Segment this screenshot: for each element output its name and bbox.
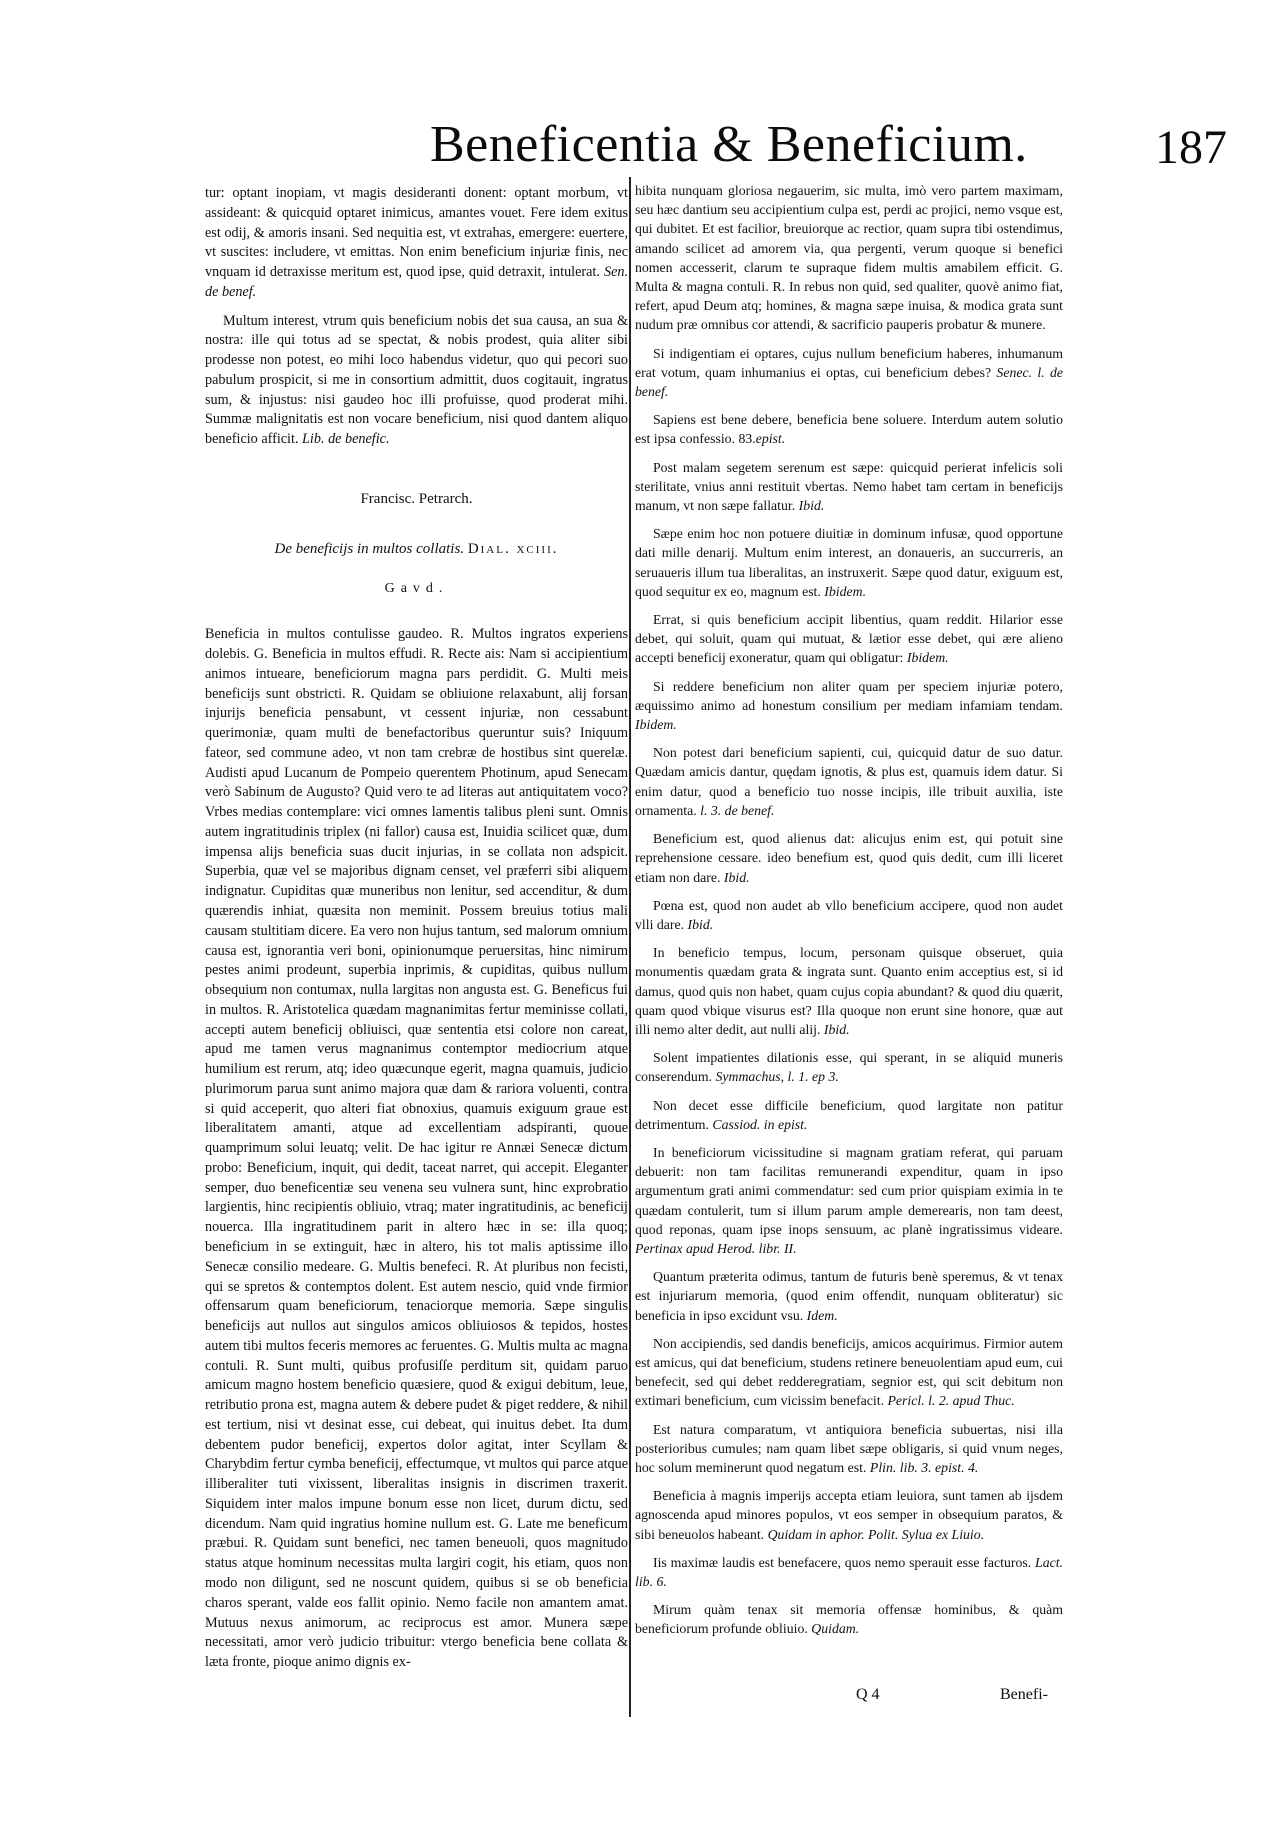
paragraph-text: Beneficium est, quod alienus dat: alicujus enim est, qui potuit sine reprehensione cessare. ideo benefium est, quod quis dedit, cum illi liceret etiam non dare. <box>635 831 1063 885</box>
paragraph-text: Non decet esse difficile beneficium, quod largitate non patitur detrimentum. <box>635 1097 1063 1132</box>
right-paragraph <box>635 524 1063 601</box>
source-citation: Ibidem. <box>824 583 867 599</box>
left-paragraph <box>205 312 628 450</box>
source-citation: epist. <box>755 431 786 447</box>
dialog-heading <box>205 540 628 560</box>
paragraph-text: hibita nunquam gloriosa negauerim, sic multa, imò vero partem maximam, seu hæc dantium seu accipientium culpa est, perdi ac projici, nemo vsque est, qui dubitet. Et est facilior, breuiorque ac rectior, quam supra tibi ostendimus, amando scilicet ad amorem via, qua pergenti, verum quoque si benefici nomen accesserit, clarum te supraque fidem multis amabilem efficit. G. Multa & magna contuli. R. In rebus non quid, sed qualiter, quovè animo fiat, refert, apud Deum atq; homines, & magna sæpe inuisa, & modica grata sunt nudum præ omnibus cor attendi, & sacrificio pauperis probatur & munere. <box>635 183 1063 333</box>
source-citation: Ibid. <box>723 869 750 885</box>
source-citation: Lact. lib. 6. <box>635 1554 1063 1589</box>
paragraph-text: Errat, si quis beneficium accipit libentius, quam reddit. Hilarior esse debet, qui soluit, quam qui mutuat, & lætior esse debet, qui ære alieno accepti beneficij exoneratur, quam qui obligatur: <box>635 612 1063 666</box>
source-citation: Ibid. <box>687 916 714 932</box>
speaker-heading: Gavd. <box>384 581 449 597</box>
source-citation: l. 3. de benef. <box>700 802 775 818</box>
right-paragraph <box>635 677 1063 735</box>
dialog-number: Dial. xciii. <box>467 540 559 557</box>
catchword: Benefi- <box>1000 1686 1048 1703</box>
source-citation: Idem. <box>806 1307 838 1323</box>
source-citation: Ibid. <box>823 1021 850 1037</box>
paragraph-text: Multum interest, vtrum quis beneficium nobis det sua causa, an sua & nostra: ille qui totus ad se spectat, & nobis prodest, quia aliter sibi prodesse non potest, eo mihi loco habendus videtur, quo qui pecori suo pabulum prospicit, si me in consortium admittit, duos cogitauit, ingratus sum, & injustus: nisi gaudeo hoc illi profuisse, quod proderat mihi. Summæ malignitatis est non vocare beneficium, nisi quod dantem aliquo beneficio afficit. <box>205 312 628 448</box>
source-citation: Sen. de benef. <box>205 264 629 300</box>
page-number: 187 <box>1155 121 1227 174</box>
right-paragraph <box>635 610 1063 668</box>
source-citation: Cassiod. in epist. <box>712 1116 808 1132</box>
right-paragraph <box>635 1553 1063 1591</box>
dialog-title: De beneficijs in multos collatis. <box>274 540 465 557</box>
paragraph-text: tur: optant inopiam, vt magis desideranti donent: optant morbum, vt assideant: & quicquid optaret inimicus, amantes vouet. Fere idem exitus est odij, & amoris insani. Sed nequitia est, vt extrahas, emergere: euertere, vt suscites: includere, vt emittas. Non enim beneficium injuriæ finis, nec vnquam id detraxisse meritum est, quod ipse, quid detraxit, intulerat. <box>205 185 628 281</box>
right-paragraph <box>635 1048 1063 1086</box>
signature-mark: Q 4 <box>856 1686 880 1703</box>
paragraph-text: Non accipiendis, sed dandis beneficijs, amicos acquirimus. Firmior autem est amicus, qui dat beneficium, studens retinere beneuolentiam apud eum, cui benefecit, sed qui debet redderegratiam, segnior est, qui scit debitum non extimari beneficium, cum vicissim benefacit. <box>635 1335 1063 1409</box>
right-paragraph <box>635 1420 1063 1478</box>
source-citation: Symmachus, l. 1. ep 3. <box>715 1069 839 1085</box>
right-paragraph <box>635 1143 1063 1258</box>
column-rule <box>629 177 631 1717</box>
left-paragraph <box>205 184 628 303</box>
paragraph-text: Post malam segetem serenum est sæpe: quicquid perierat infelicis soli sterilitate, vnius anni restituit vbertas. Nemo habet tam certam in beneficijs manum, vt non sæpe fallatur. <box>635 459 1063 514</box>
source-citation: Lib. de benefic. <box>302 431 390 448</box>
paragraph-text: Non potest dari beneficium sapienti, cui, quicquid datur de suo datur. Quædam amicis dantur, quędam ignotis, & plus est, quamuis idem datur. Si enim datur, quod a beneficio tuo nosse incipis, ille tribuit auxilia, iste ornamenta. <box>635 745 1063 818</box>
right-paragraph <box>635 1096 1063 1134</box>
paragraph-text: Sæpe enim hoc non potuere diuitiæ in dominum infusæ, quod opportune dati mille denarij. Multum enim interest, an donaueris, an succurreris, an seruaueris illum tua liberalitas, an instruxerit. Sæpe quod datur, exiguum est, quod sequitur ex eo, magnum est. <box>635 526 1063 599</box>
paragraph-text: Sapiens est bene debere, beneficia bene soluere. Interdum autem solutio est ipsa confessio. 83. <box>635 412 1063 447</box>
source-citation: Quidam. <box>811 1621 860 1637</box>
source-citation: Pericl. l. 2. apud Thuc. <box>887 1393 1015 1409</box>
right-paragraph <box>635 181 1063 335</box>
author-heading: Francisc. Petrarch. <box>360 490 473 507</box>
paragraph-text: In beneficio tempus, locum, personam quisque obseruet, quia monumentis quædam grata & ingrata sunt. Quanto enim acceptius est, si id damus, quod quis non habet, quam cujus copia abundant? & quod diu quærit, quam quod vbique visurus est? Illa quoque non erunt sine honore, quæ aut illi nemo alter dedit, aut nulli alij. <box>635 945 1063 1037</box>
source-citation: Ibid. <box>798 498 825 514</box>
right-paragraph <box>635 458 1063 516</box>
paragraph-text: Mirum quàm tenax sit memoria offensæ hominibus, & quàm beneficiorum profunde obliuio. <box>635 1602 1063 1637</box>
right-paragraph <box>635 829 1063 887</box>
source-citation: Quidam in aphor. Polit. Sylua ex Liuio. <box>767 1526 985 1542</box>
right-paragraph <box>635 743 1063 820</box>
running-title: Beneficentia & Beneficium. <box>430 116 1028 173</box>
right-paragraph <box>635 1334 1063 1411</box>
paragraph-text: Iis maximæ laudis est benefacere, quos nemo sperauit esse facturos. <box>653 1554 1032 1570</box>
paragraph-text: Beneficia à magnis imperijs accepta etiam leuiora, sunt tamen ab ijsdem agnoscenda apud minores populos, vt eos semper in obsequium paratos, & sibi beneuolos habeant. <box>635 1488 1063 1542</box>
paragraph-text: Est natura comparatum, vt antiquiora beneficia subuertas, nisi illa posterioribus cumules; nam quam libet sæpe obligaris, si quid vnum neges, hoc solum meminerunt quod negatum est. <box>635 1421 1063 1475</box>
right-paragraph <box>635 1486 1063 1544</box>
paragraph-text: In beneficiorum vicissitudine si magnam gratiam referat, qui paruam debuerit: non tam facilitas remunerandi expenditur, quam in ipso argumentum grati animi commendatur: sed cum prior quispiam eximia in te quædam contulerit, tum si illum parum ample demerearis, non tam deest, quod reponas, quam ipse inops sensuum, ac planè ingratissimus videare. <box>635 1144 1063 1237</box>
source-citation: Plin. lib. 3. epist. 4. <box>869 1459 979 1475</box>
source-citation: Ibidem. <box>635 717 677 733</box>
source-citation: Senec. l. de benef. <box>635 364 1064 400</box>
source-citation: Ibidem. <box>906 650 949 666</box>
right-paragraph <box>635 1267 1063 1325</box>
right-paragraph <box>635 943 1063 1039</box>
dialog-text: Beneficia in multos contulisse gaudeo. R. Multos ingratos experiens dolebis. G. Beneficia in multos effudi. R. Recte ais: Nam si accipientium animos intueare, beneficiorum magna pars perdidit. G. Multi meis beneficijs sunt obstricti. R. Quidam se obliuione relaxabunt, alij forsan injurijs beneficia pensabunt, vt cessent injuriæ, non cessabunt querimoniæ, quam multi de benefactoribus queruntur suis? Iniquum fateor, sed commune adeo, vt non tam crebræ de hostibus sint querelæ. Audisti apud Lucanum de Pompeio querentem Photinum, apud Senecam verò Sabinum de Augusto? Quid vero te ad literas aut antiquitatem voco? Vrbes medias contemplare: vici omnes lamentis talibus pleni sunt. Omnis autem ingratitudinis triplex (ni fallor) causa est, Inuidia scilicet quæ, dum impensa alijs beneficia suas ducit injurias, in se collata non adspicit. Superbia, quæ vel se majoribus dignam censet, vel præferri sibi aliquem indignatur. Cupiditas quæ muneribus non lenitur, sed accenditur, & dum quærendis inhiat, quæsita non meminit. Possem breuius totius mali causam stultitiam dicere. Ea vero non hujus tantum, sed malorum omnium causa est, ignorantia veri boni, opinionumque peruersitas, hinc nimirum pestes animi prodeunt, superbia inprimis, & cupiditas, quibus nullum obsequium non contumax, nulla largitas non angusta est. G. Beneficus fui in multos. R. Aristotelica quædam magnanimitas fertur meminisse collati, accepti autem beneficij obliuisci, quæ sententia etsi colore non careat, apud me tamen verus magnanimus contemptor mediocrium atque humilium est rerum, atq; ideo quæcunque egerit, magna quamuis, judicio plurimorum parua sunt animo majora quæ dam & rariora voluenti, contra si quid acceperit, quo alteri fiat obnoxius, quamuis exiguum graue est liberalitatem amanti, atque ad excellentiam adspiranti, quoue quamprimum solui leuatq; velit. De hac igitur re Annæi Senecæ dictum probo: Beneficium, inquit, qui dedit, taceat narret, qui accepit. Eleganter semper, duo beneficentiæ seu venena seu vulnera sunt, hinc exprobratio largientis, hinc recipientis obliuio, vtraq; mater ingratitudinis, ac beneficij nouerca. Illa ingratitudinem parit in altero hæc in se: illa quoq; beneficium in se extinguit, hæc in altero, his tot malis aptissime illo Senecæ consilio medeare. G. Multis benefeci. R. At pluribus non fecisti, qui se spretos & contemptos dolent. Est autem nescio, quid vnde firmior offensarum quam beneficiorum, tenaciorque memoria. Sæpe singulis beneficijs aut nullos aut singulos amicos obliuiosos & tepidos, hostes autem tibi multos feceris memores ac feruentes. G. Multis multa ac magna contuli. R. Sunt multi, quibus profusiſſe perditum sit, quidam paruo amicum magno hostem beneficio quæsiere, quod & exigui debitum, leue, retributio prona est, magna autem & debere pudet & piget reddere, & nihil est tertium, nisi vt desinat esse, cui debeat, qui inuitus debet. Ita dum debentem pudor beneficij, expertos dolor agitat, inter Scyllam & Charybdim fertur cymba beneficij, effectumque, vt multos qui parce atque illiberaliter tuti vixissent, liberalitas insignis in discrimen traxerit. Siquidem inter malos impune bonum esse non licet, durum dictu, sed dicendum. Nam quid ingratius homine nullum est. G. Late me beneficum præbui. R. Quidam sunt benefici, nec tamen beneuoli, quos magnitudo status atque hominum necessitas multa largiri cogit, his etiam, quos non modo non diligunt, sed ne noscunt quidem, quibus si se ob beneficia charos sperant, valde eos fallit opinio. Nemo facile non amantem amat. Mutuus nexus animorum, ac reciprocus est amor. Munera sæpe necessitati, amor verò judicio tribuitur: vtergo beneficia bene collata & læta fronte, pioque animo dignis ex- <box>205 626 628 1671</box>
paragraph-text: Solent impatientes dilationis esse, qui sperant, in se aliquid muneris conserendum. <box>635 1050 1063 1085</box>
right-paragraph <box>635 896 1063 934</box>
paragraph-text: Pœna est, quod non audet ab vllo beneficium accipere, quod non audet vlli dare. <box>635 897 1063 932</box>
left-column <box>205 184 628 1682</box>
right-paragraph <box>635 344 1063 402</box>
source-citation: Pertinax apud Herod. libr. II. <box>635 1240 797 1256</box>
right-column <box>635 181 1063 1648</box>
paragraph-text: Si reddere beneficium non aliter quam per speciem injuriæ potero, æquissimo animo ad honestum consilium per mediam infamiam tendam. <box>635 678 1063 713</box>
paragraph-text: Quantum præterita odimus, tantum de futuris benè speremus, & vt tenax est injuriarum memoria, (quod enim offendit, nunquam obliteratur) sic beneficia in ipso excidunt vsu. <box>635 1269 1063 1323</box>
paragraph-text: Si indigentiam ei optares, cujus nullum beneficium haberes, inhumanum erat votum, quam inhumanius ei optas, cui beneficium debes? <box>635 345 1063 380</box>
right-paragraph <box>635 1600 1063 1638</box>
right-paragraph <box>635 410 1063 448</box>
